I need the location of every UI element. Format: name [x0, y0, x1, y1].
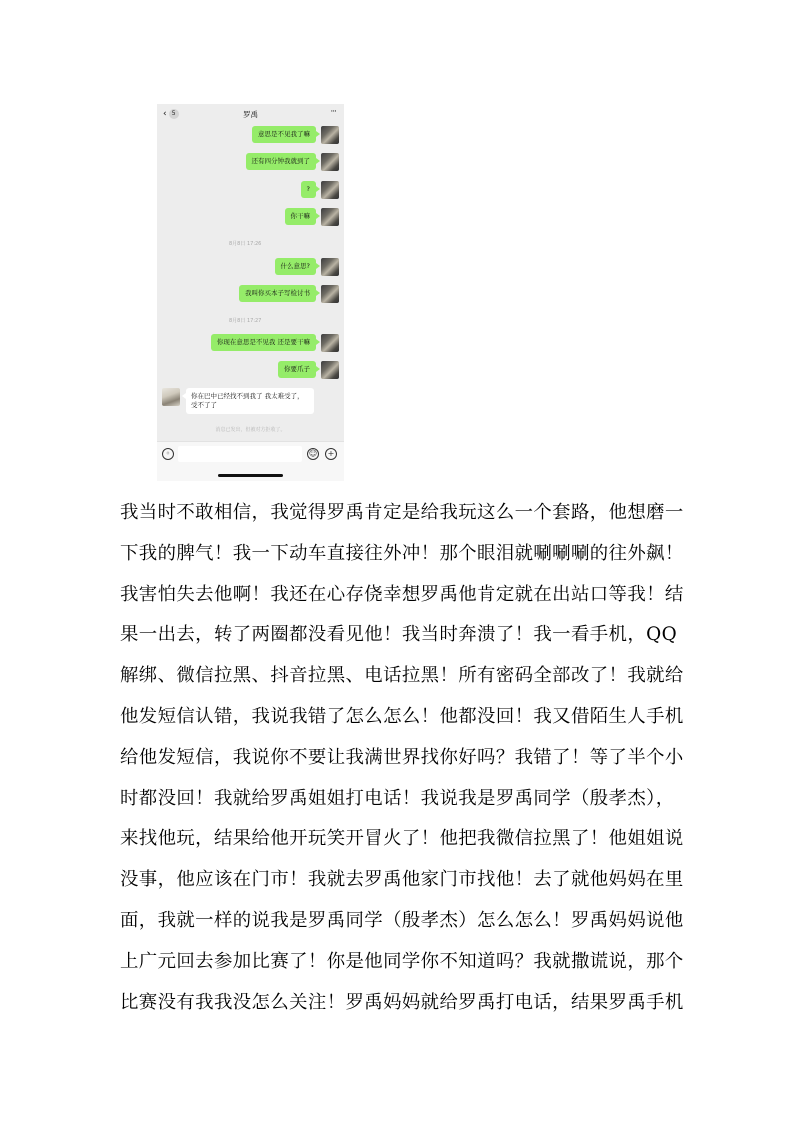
avatar[interactable]: [321, 285, 339, 303]
message-row: [157, 361, 344, 379]
emoji-icon[interactable]: ☺: [308, 449, 318, 458]
paragraph-line: 比赛没有我我没怎么关注！罗禹妈妈就给罗禹打电话，结果罗禹手机: [120, 991, 684, 1013]
paragraph-line: 给他发短信，我说你不要让我满世界找你好吗？我错了！等了半个小: [120, 746, 684, 768]
sent-message-bubble[interactable]: ?: [301, 181, 316, 198]
plus-icon[interactable]: +: [325, 448, 337, 460]
system-notice: 消息已发出，但被对方拒收了。: [215, 427, 286, 433]
sent-message-bubble[interactable]: 我叫你买本子写检讨书: [239, 285, 316, 302]
chat-screenshot: [157, 104, 344, 481]
message-row: [157, 208, 344, 226]
avatar[interactable]: [321, 208, 339, 226]
sent-message-bubble[interactable]: 你要爪子: [278, 361, 316, 378]
voice-icon[interactable]: ◦: [162, 448, 174, 460]
paragraph-line: 没事，他应该在门市！我就去罗禹他家门市找他！去了就他妈妈在里: [120, 869, 684, 891]
paragraph-line: 下我的脾气！我一下动车直接往外冲！那个眼泪就唰唰唰的往外飙！: [120, 542, 684, 564]
paragraph-line: 他发短信认错，我说我错了怎么怎么！他都没回！我又借陌生人手机: [120, 705, 684, 727]
message-row: [157, 153, 344, 171]
message-timestamp: 8月8日 17:27: [229, 318, 262, 324]
avatar[interactable]: [321, 181, 339, 199]
chat-header: [157, 104, 344, 124]
paragraph-line: 来找他玩，结果给他开玩笑开冒火了！他把我微信拉黑了！他姐姐说: [120, 828, 684, 850]
sent-message-bubble[interactable]: 你干嘛: [285, 208, 317, 225]
paragraph-line: 我当时不敢相信，我觉得罗禹肯定是给我玩这么一个套路，他想磨一: [120, 502, 684, 523]
sent-message-bubble[interactable]: 还有四分钟我就到了: [246, 153, 317, 170]
unread-badge: 5: [169, 109, 179, 119]
sent-message-bubble[interactable]: 什么意思?: [275, 258, 316, 275]
contact-name: 罗禹: [243, 110, 258, 119]
input-bar: [157, 441, 344, 481]
avatar[interactable]: [321, 153, 339, 171]
paragraph-line: 时都没回！我就给罗禹姐姐打电话！我说我是罗禹同学（殷孝杰），: [120, 787, 675, 809]
chevron-left-icon: ‹: [163, 109, 167, 119]
contact-avatar[interactable]: [162, 388, 180, 406]
message-timestamp: 8月8日 17:26: [229, 241, 262, 247]
paragraph-line: 面，我就一样的说我是罗禹同学（殷孝杰）怎么怎么！罗禹妈妈说他: [120, 909, 684, 931]
more-icon[interactable]: ···: [330, 107, 336, 117]
body-paragraph: [120, 493, 684, 1023]
home-indicator: [218, 474, 283, 477]
avatar[interactable]: [321, 361, 339, 379]
paragraph-line: 我害怕失去他啊！我还在心存侥幸想罗禹他肯定就在出站口等我！结: [120, 583, 684, 605]
message-row: [157, 334, 344, 352]
sent-message-bubble[interactable]: 意思是不见我了嘛: [252, 126, 316, 143]
message-row: [157, 285, 344, 303]
paragraph-line: 果一出去，转了两圈都没看见他！我当时奔溃了！我一看手机，QQ: [120, 624, 678, 646]
paragraph-line: 上广元回去参加比赛了！你是他同学你不知道吗？我就撒谎说，那个: [120, 950, 684, 972]
avatar[interactable]: [321, 126, 339, 144]
message-row: [157, 388, 344, 414]
message-input[interactable]: [178, 446, 302, 462]
paragraph-line: 解绑、微信拉黑、抖音拉黑、电话拉黑！所有密码全部改了！我就给: [120, 665, 684, 687]
avatar[interactable]: [321, 258, 339, 276]
avatar[interactable]: [321, 334, 339, 352]
received-message-bubble[interactable]: 你在巴中已经找不到我了 我太难受了，受不了了: [186, 388, 314, 414]
message-row: [157, 126, 344, 144]
sent-message-bubble[interactable]: 你现在意思是不见我 还是要干嘛: [211, 334, 316, 351]
message-row: [157, 181, 344, 199]
message-row: [157, 258, 344, 276]
